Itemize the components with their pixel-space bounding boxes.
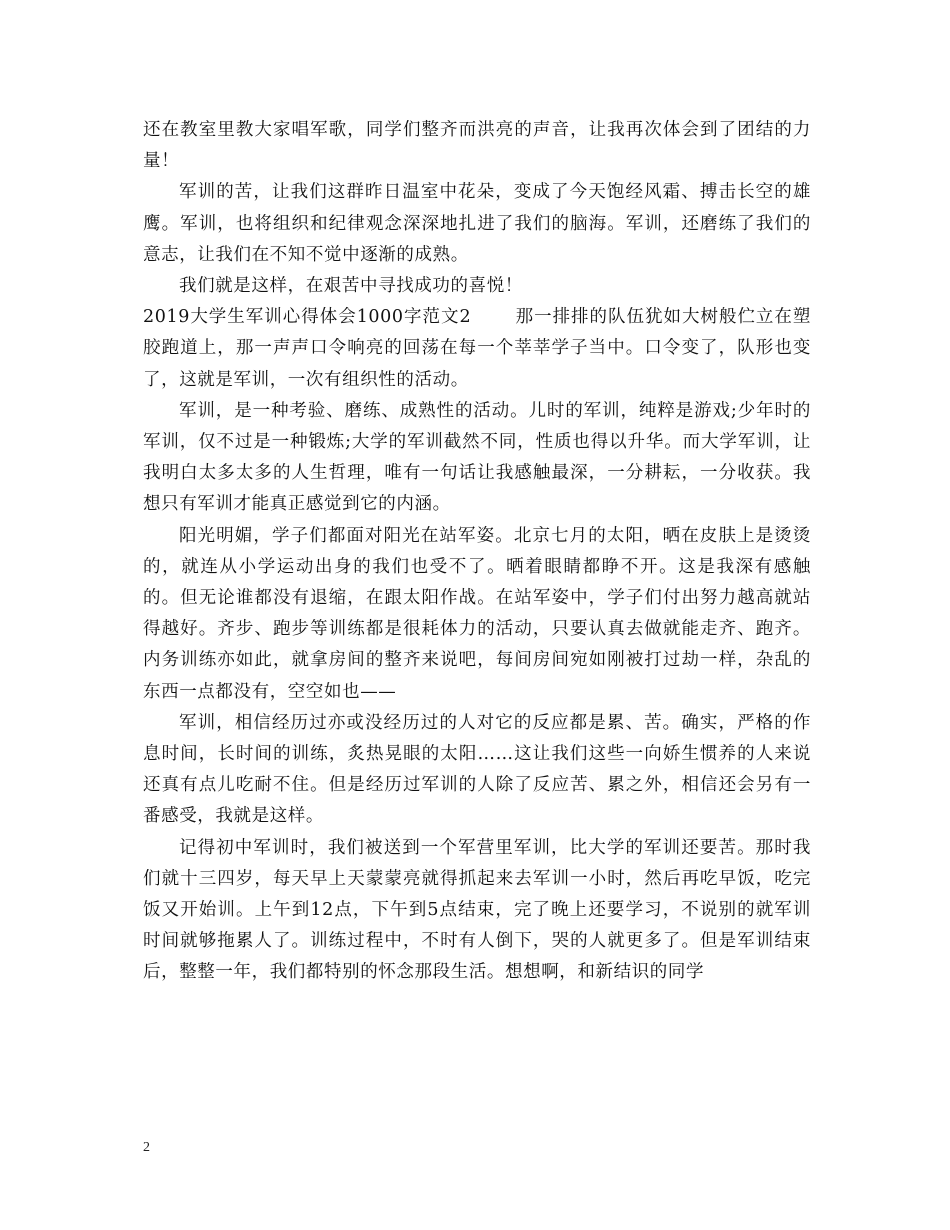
- paragraph-3: 我们就是这样，在艰苦中寻找成功的喜悦！: [179, 276, 523, 297]
- paragraph-5: 军训，是一种考验、磨练、成熟性的活动。儿时的军训，纯粹是游戏;少年时的军训，仅不过是一种锻炼;大学的军训截然不同，性质也得以升华。而大学军训，让我明白太多太多的人生哲理，唯有一句话让我感触最深，一分耕耘，一分收获。我想只有军训才能真正感觉到它的内涵。: [143, 400, 811, 515]
- paragraph-2: 军训的苦，让我们这群昨日温室中花朵，变成了今天饱经风霜、搏击长空的雄鹰。军训，也将组织和纪律观念深深地扎进了我们的脑海。军训，还磨练了我们的意志，让我们在不知不觉中逐渐的成熟。: [143, 182, 811, 265]
- paragraph-8: 记得初中军训时，我们被送到一个军营里军训，比大学的军训还要苦。那时我们就十三四岁，每天早上天蒙蒙亮就得抓起来去军训一小时，然后再吃早饭，吃完饭又开始训。上午到12点，下午到5点结束，完了晚上还要学习，不说别的就军训时间就够拖累人了。训练过程中，不时有人倒下，哭的人就更多了。但是军训结束后，整整一年，我们都特别的怀念那段生活。想想啊，和新结识的同学: [143, 837, 811, 983]
- paragraph-4-body: 那一排排的队伍犹如大树般伫立在塑胶跑道上，那一声声口令响亮的回荡在每一个莘莘学子当中。口令变了，队形也变了，这就是军训，一次有组织性的活动。: [143, 307, 811, 390]
- paragraph-1: 还在教室里教大家唱军歌，同学们整齐而洪亮的声音，让我再次体会到了团结的力量！: [143, 120, 811, 172]
- paragraph-7: 军训，相信经历过亦或没经历过的人对它的反应都是累、苦。确实，严格的作息时间，长时间的训练，炙热晃眼的太阳……这让我们这些一向娇生惯养的人来说还真有点儿吃耐不住。但是经历过军训的人除了反应苦、累之外，相信还会另有一番感受，我就是这样。: [143, 712, 811, 827]
- section-heading: 2019大学生军训心得体会1000字范文2: [143, 307, 472, 328]
- paragraph-4: [143, 302, 811, 396]
- page-number: 2: [143, 1140, 150, 1155]
- document-page: [143, 115, 811, 989]
- paragraph-6: 阳光明媚，学子们都面对阳光在站军姿。北京七月的太阳，晒在皮肤上是烫烫的，就连从小学运动出身的我们也受不了。晒着眼睛都睁不开。这是我深有感触的。但无论谁都没有退缩，在跟太阳作战。在站军姿中，学子们付出努力越高就站得越好。齐步、跑步等训练都是很耗体力的活动，只要认真去做就能走齐、跑齐。内务训练亦如此，就拿房间的整齐来说吧，每间房间宛如刚被打过劫一样，杂乱的东西一点都没有，空空如也——: [143, 525, 811, 702]
